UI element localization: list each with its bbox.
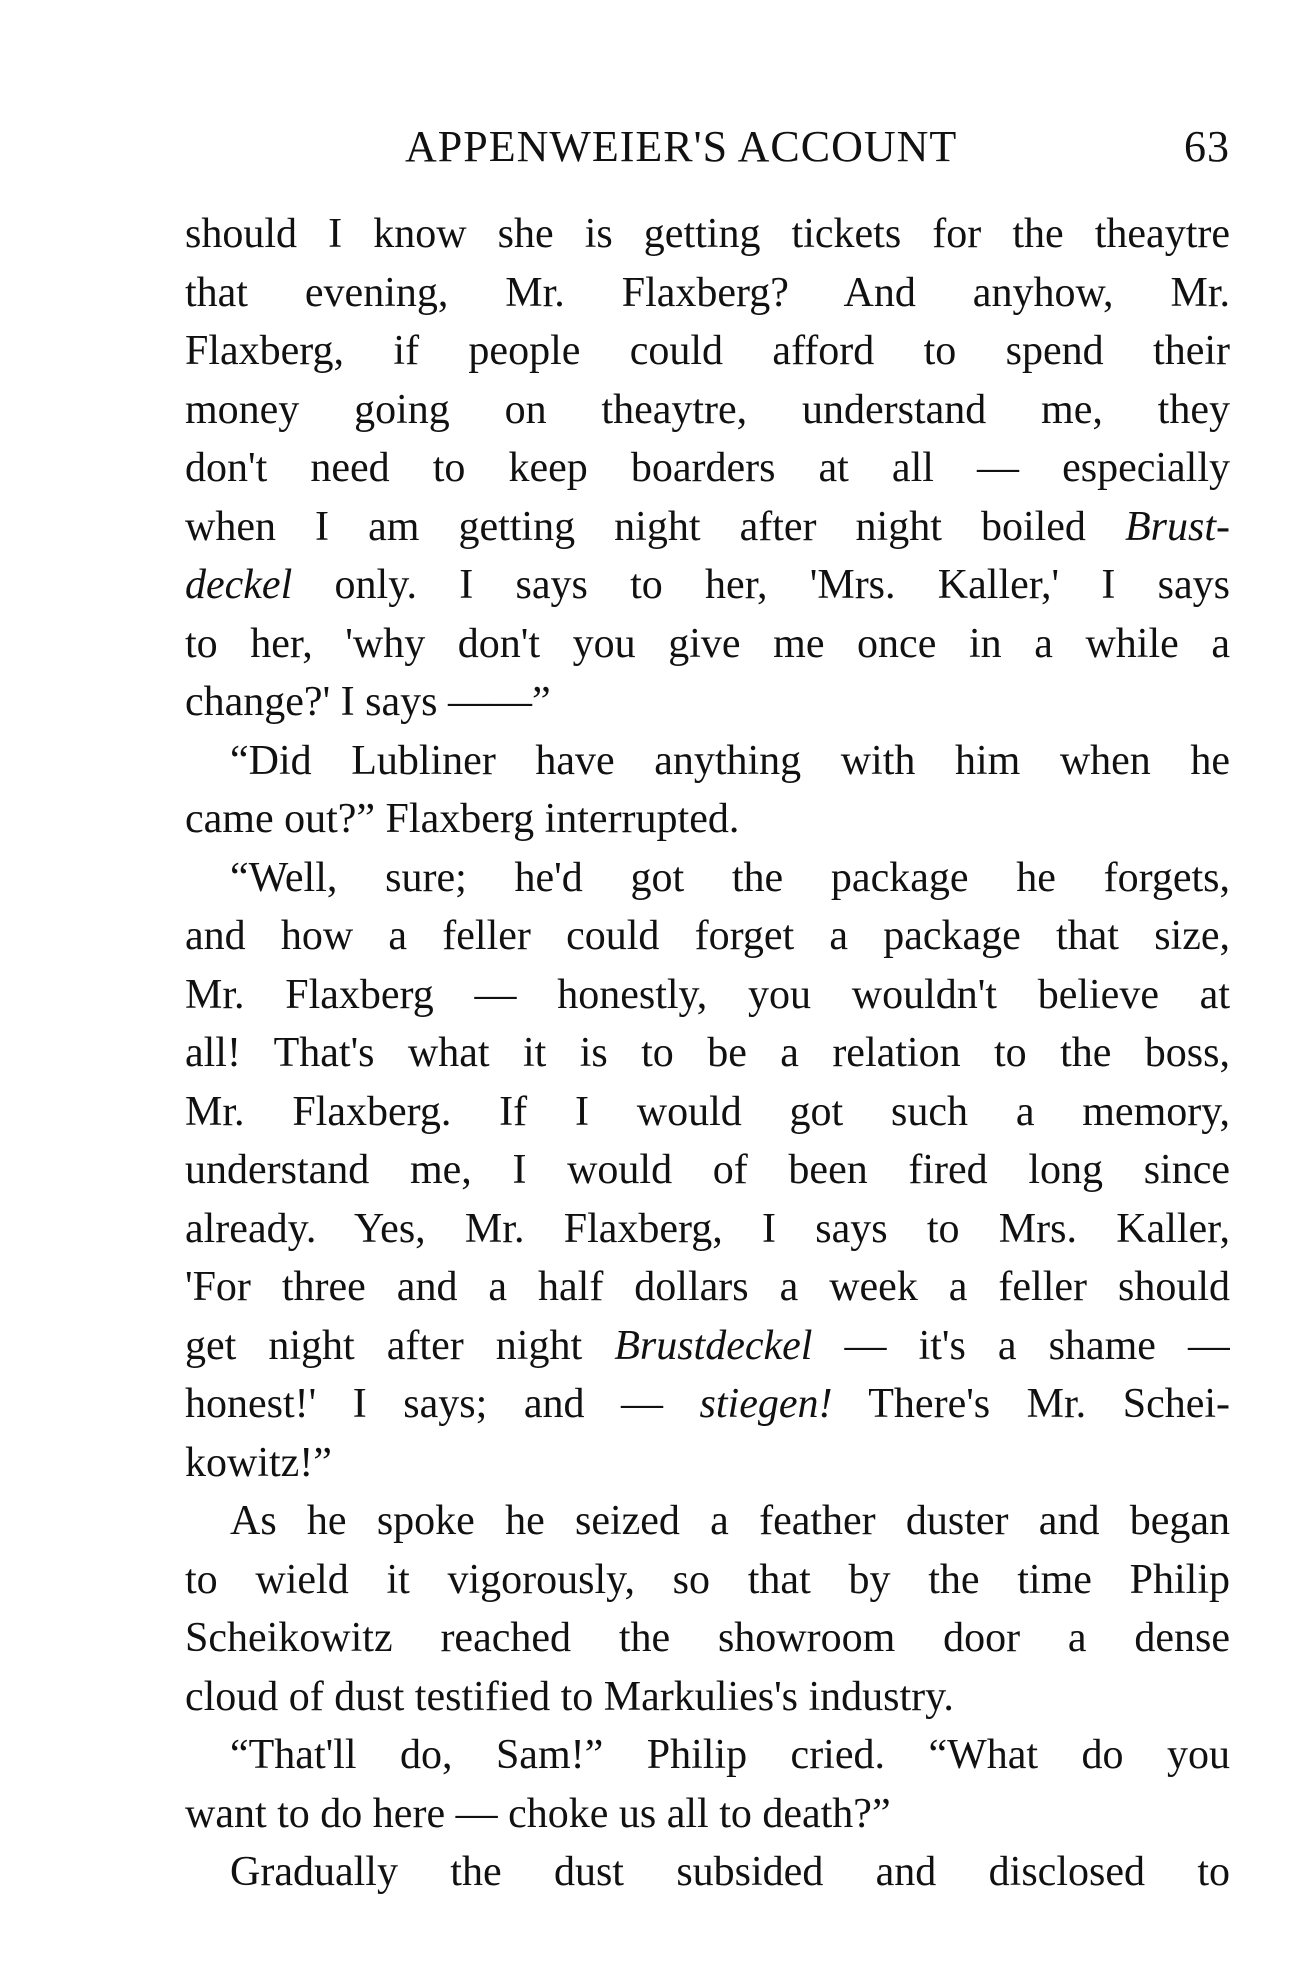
text-line: to her, 'why don't you give me once in a while a bbox=[185, 620, 1230, 667]
text-line: money going on theaytre, understand me, they bbox=[185, 386, 1230, 433]
text-line: to wield it vigorously, so that by the time Philip bbox=[185, 1556, 1230, 1603]
text-line: don't need to keep boarders at all — especially bbox=[185, 445, 1230, 491]
text-line: Mr. Flaxberg — honestly, you wouldn't believe at bbox=[185, 971, 1230, 1018]
text-segment: There's Mr. Schei- bbox=[832, 1381, 1230, 1427]
text-segment: honest!' I says; and — bbox=[185, 1381, 700, 1427]
text-line: “Did Lubliner have anything with him when he bbox=[230, 737, 1230, 784]
text-line: Mr. Flaxberg. If I would got such a memory, bbox=[185, 1088, 1230, 1135]
page-number: 63 bbox=[1184, 122, 1230, 171]
text-line: Gradually the dust subsided and disclosed to bbox=[230, 1849, 1230, 1895]
text-line: 'For three and a half dollars a week a feller should bbox=[185, 1264, 1230, 1310]
page-header bbox=[185, 122, 1230, 172]
text-line: should I know she is getting tickets for the theaytre bbox=[185, 211, 1230, 257]
text-line bbox=[185, 556, 1230, 615]
text-line: and how a feller could forget a package that size, bbox=[185, 913, 1230, 959]
body-text bbox=[185, 205, 1230, 1902]
text-line: Flaxberg, if people could afford to spend their bbox=[185, 328, 1230, 374]
italic-word: stiegen! bbox=[699, 1381, 833, 1427]
italic-word: Brustdeckel bbox=[614, 1322, 813, 1369]
text-line: want to do here — choke us all to death?” bbox=[185, 1790, 891, 1837]
text-line: cloud of dust testified to Markulies's industry. bbox=[185, 1673, 954, 1720]
text-line bbox=[185, 498, 1230, 557]
text-line: all! That's what it is to be a relation to the boss, bbox=[185, 1030, 1230, 1076]
text-line: “That'll do, Sam!” Philip cried. “What do you bbox=[230, 1732, 1230, 1778]
text-line: Scheikowitz reached the showroom door a dense bbox=[185, 1615, 1230, 1661]
text-segment: get night after night bbox=[185, 1322, 615, 1369]
text-line: change?' I says ——” bbox=[185, 679, 551, 725]
text-line: came out?” Flaxberg interrupted. bbox=[185, 796, 740, 842]
text-segment: when I am getting night after night boiled bbox=[185, 503, 1125, 550]
running-head: APPENWEIER'S ACCOUNT bbox=[405, 122, 958, 171]
text-line: As he spoke he seized a feather duster and began bbox=[230, 1498, 1230, 1544]
text-line: that evening, Mr. Flaxberg? And anyhow, Mr. bbox=[185, 269, 1230, 316]
text-line: “Well, sure; he'd got the package he forgets, bbox=[230, 854, 1230, 901]
text-line: kowitz!” bbox=[185, 1439, 332, 1486]
text-segment: — it's a shame — bbox=[812, 1322, 1230, 1369]
italic-word: Brust- bbox=[1125, 503, 1230, 550]
text-line: already. Yes, Mr. Flaxberg, I says to Mrs. Kaller, bbox=[185, 1205, 1230, 1252]
text-line: understand me, I would of been fired long since bbox=[185, 1147, 1230, 1193]
italic-word: deckel bbox=[185, 562, 293, 608]
text-segment: only. I says to her, 'Mrs. Kaller,' I says bbox=[292, 562, 1230, 608]
text-line bbox=[185, 1317, 1230, 1376]
text-line bbox=[185, 1375, 1230, 1434]
